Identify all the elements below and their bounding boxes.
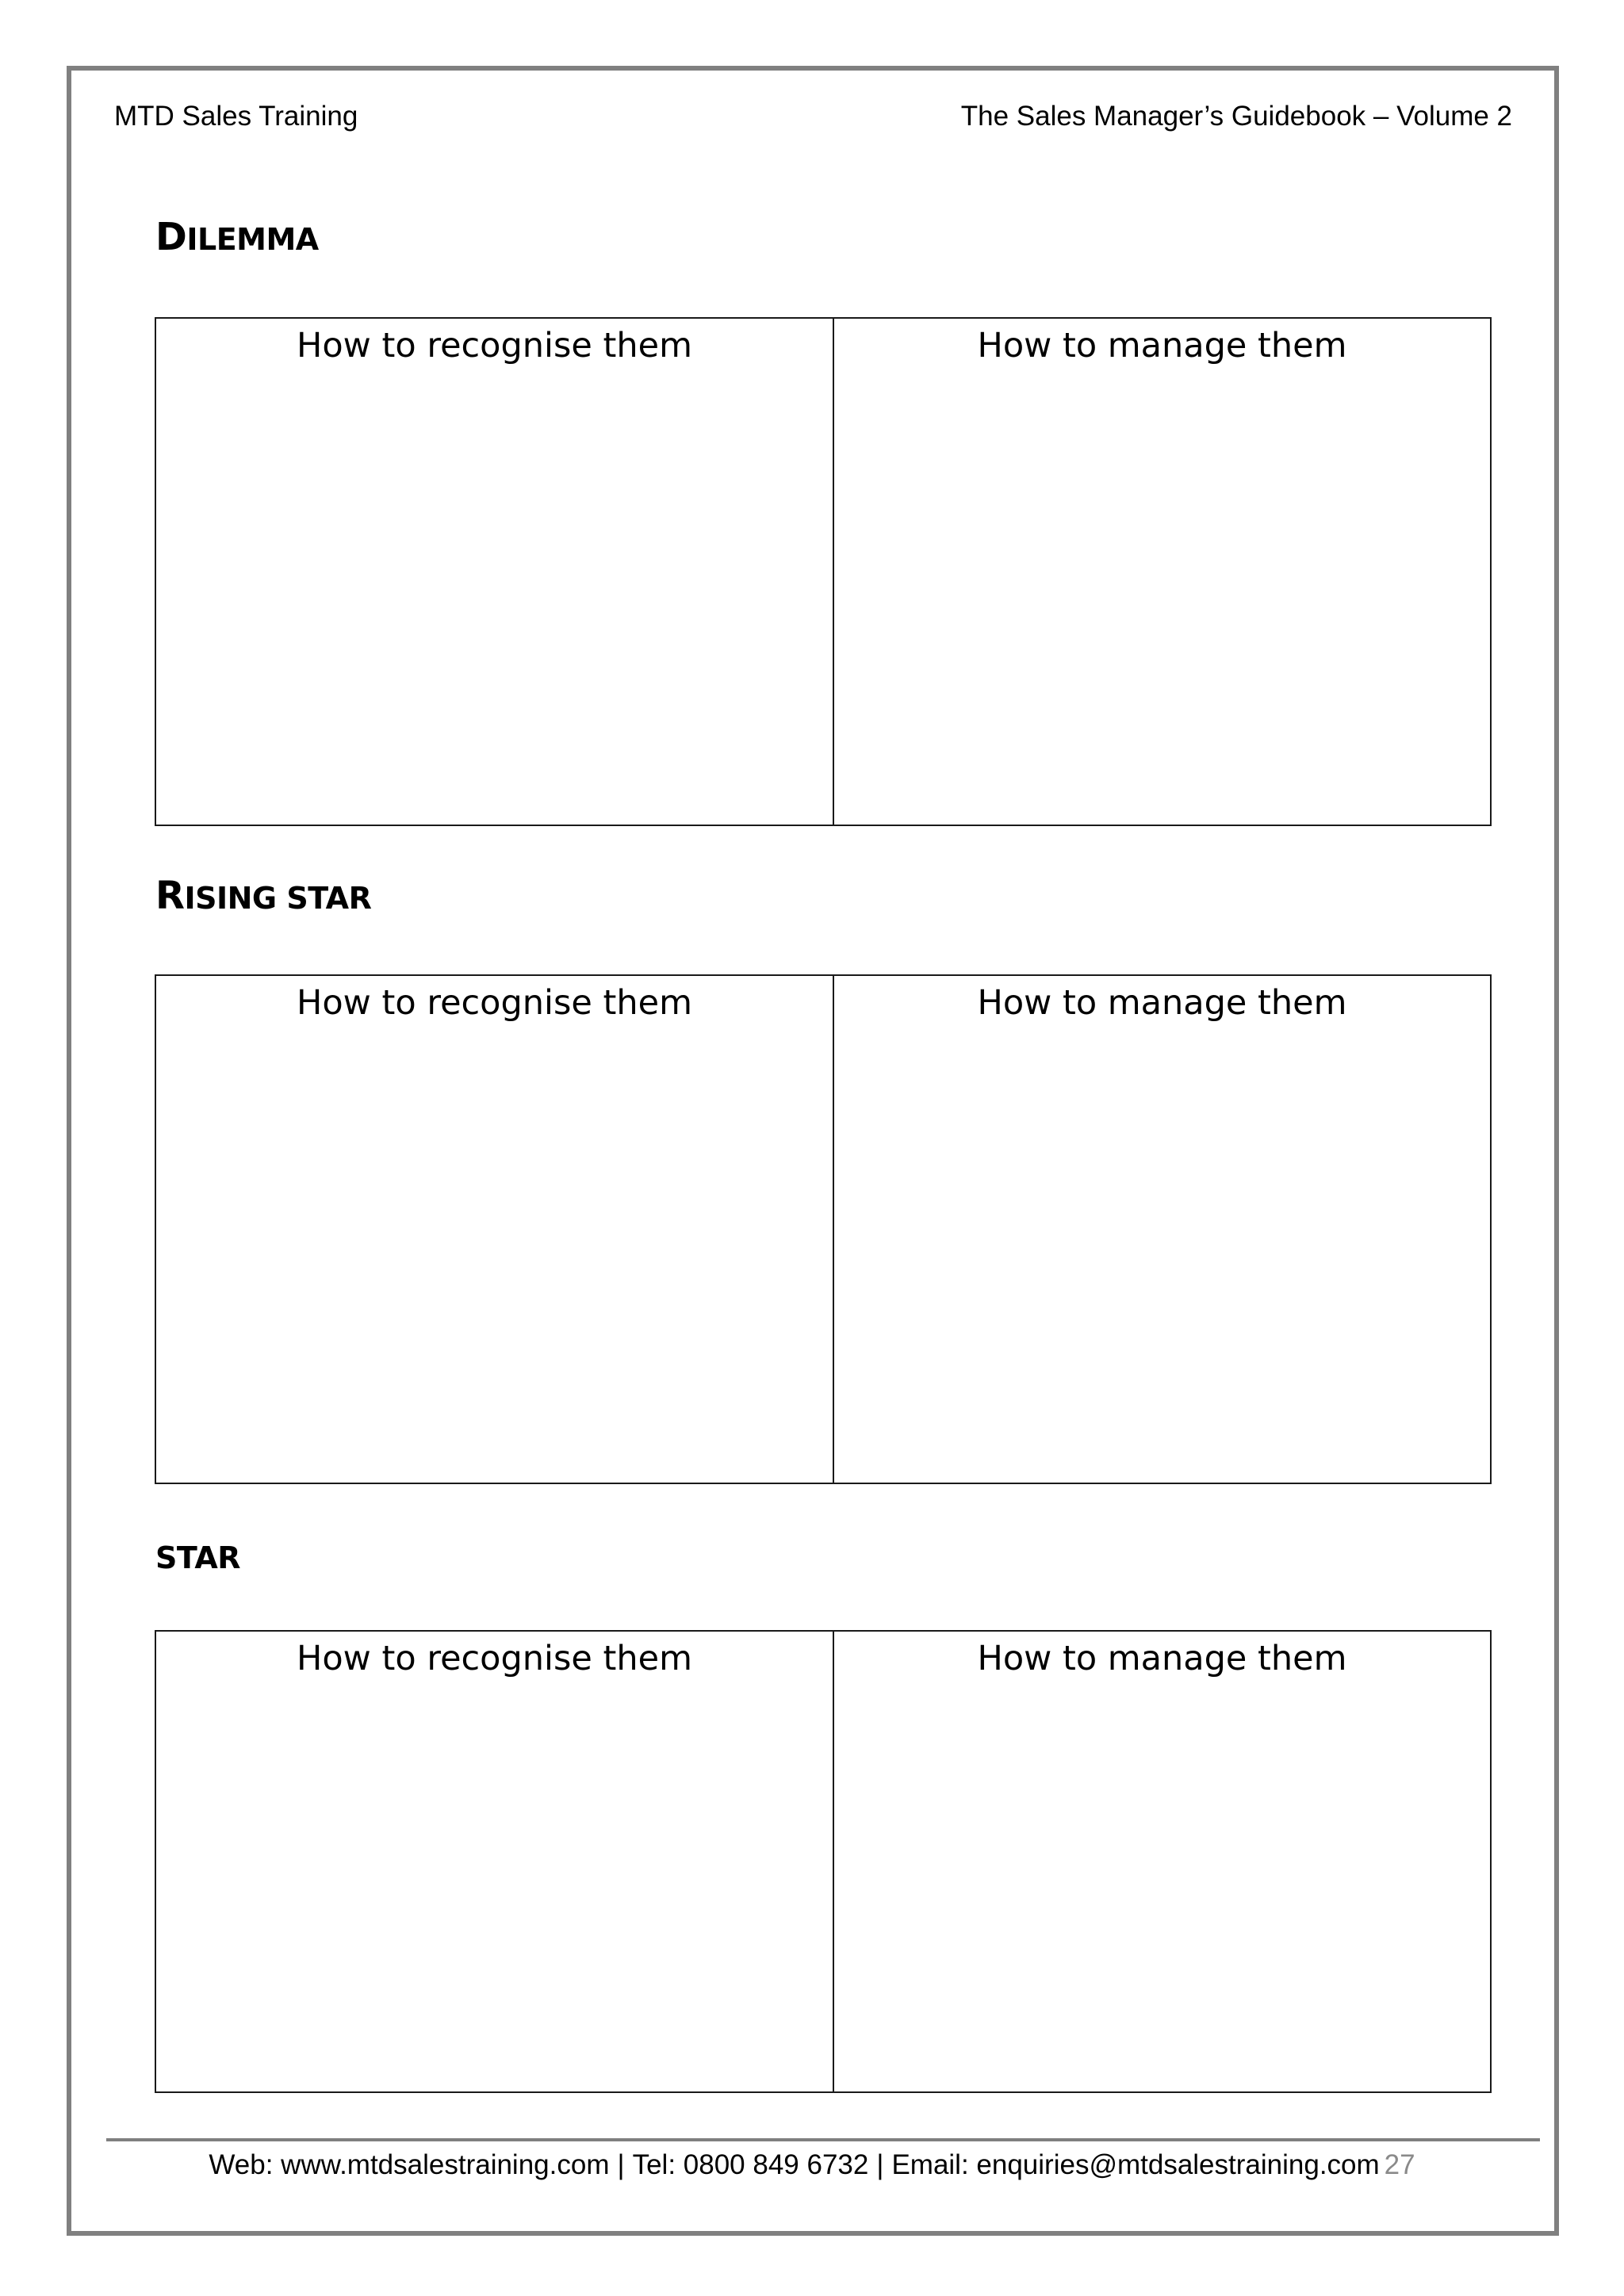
rising-star-manage-cell[interactable]: [834, 976, 1490, 1483]
star-manage-cell[interactable]: [834, 1632, 1490, 2091]
footer-email-link[interactable]: enquiries@mtdsalestraining.com: [976, 2149, 1380, 2180]
footer-divider: [106, 2138, 1540, 2141]
section-heading-rest: ISING STAR: [184, 881, 372, 916]
manage-header: How to manage them: [977, 326, 1347, 365]
footer-email-prefix: Email:: [891, 2149, 977, 2180]
section-heading-rest: ILEMMA: [186, 222, 319, 257]
manage-header: How to manage them: [977, 983, 1347, 1023]
rising-star-recognise-cell[interactable]: [156, 976, 834, 1483]
section-heading-initial: D: [155, 215, 187, 259]
section-heading-dilemma: [155, 215, 319, 259]
recognise-header: How to recognise them: [297, 1639, 692, 1678]
page-number: 27: [1384, 2149, 1415, 2180]
footer-separator: |: [876, 2149, 884, 2180]
recognise-header: How to recognise them: [297, 326, 692, 365]
header-company-name: MTD Sales Training: [114, 101, 358, 132]
section-heading-rest: STAR: [155, 1540, 241, 1575]
manage-header: How to manage them: [977, 1639, 1347, 1678]
rising-star-table: [155, 974, 1492, 1484]
section-heading-initial: R: [155, 874, 185, 918]
section-heading-star: [155, 1537, 240, 1576]
footer-contact: [0, 2148, 1624, 2183]
star-recognise-cell[interactable]: [156, 1632, 834, 2091]
dilemma-recognise-cell[interactable]: [156, 319, 834, 825]
dilemma-table: [155, 317, 1492, 826]
footer-tel: Tel: 0800 849 6732: [632, 2149, 869, 2180]
footer-web-prefix: Web:: [209, 2149, 282, 2180]
footer-web-link[interactable]: www.mtdsalestraining.com: [281, 2149, 610, 2180]
section-heading-rising-star: [155, 874, 372, 918]
footer-separator: |: [617, 2149, 625, 2180]
dilemma-manage-cell[interactable]: [834, 319, 1490, 825]
recognise-header: How to recognise them: [297, 983, 692, 1023]
header-book-title: The Sales Manager’s Guidebook – Volume 2: [960, 101, 1512, 132]
star-table: [155, 1630, 1492, 2093]
